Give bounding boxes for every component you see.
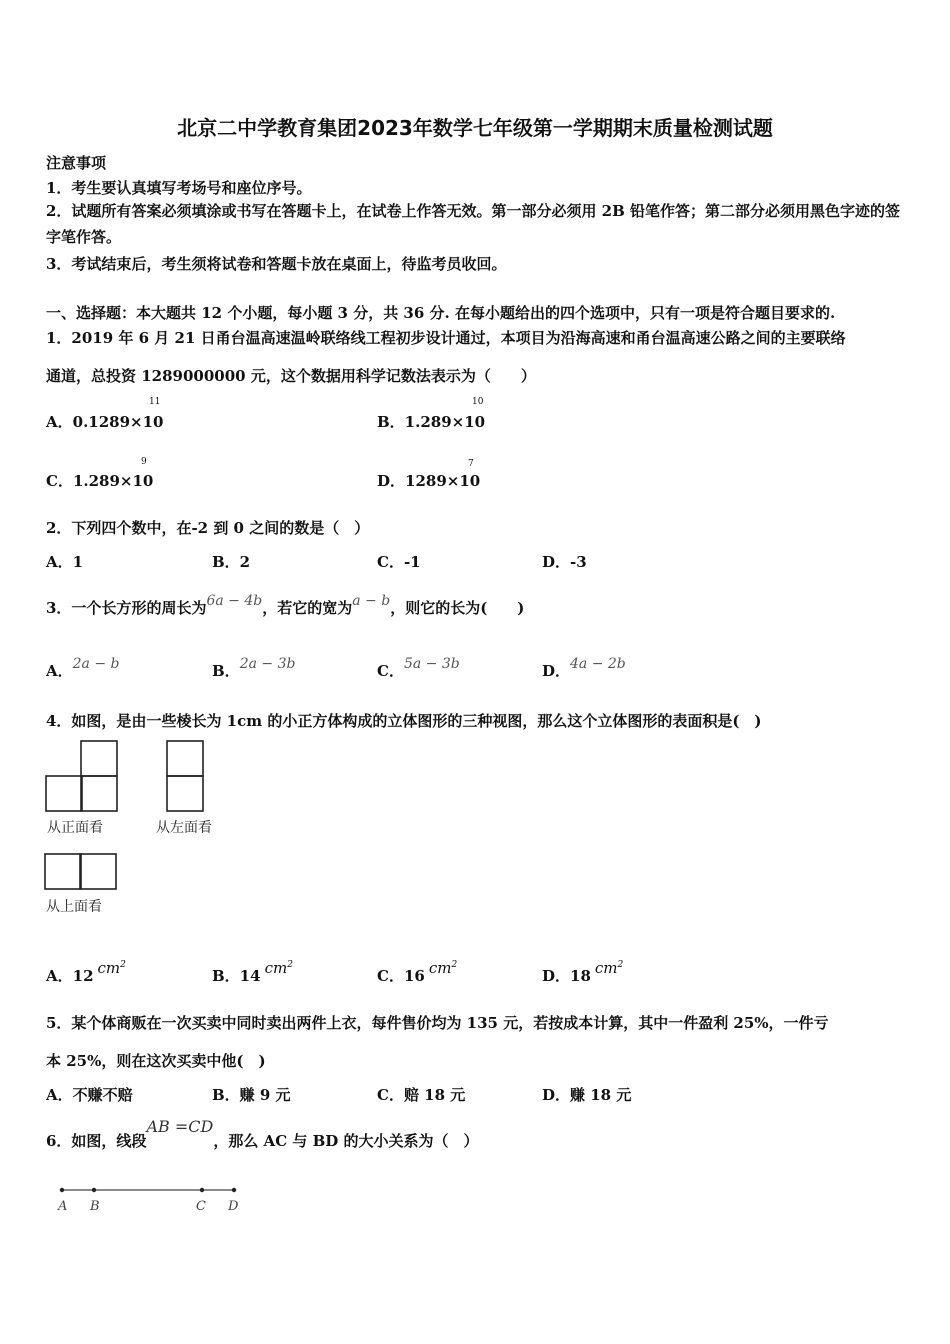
q2-option-b: B．2: [212, 553, 251, 571]
q2-option-c: C．-1: [377, 553, 421, 571]
q5-option-c: C．赔 18 元: [377, 1086, 466, 1104]
q5-option-a: A．不赚不赔: [46, 1086, 133, 1104]
front-view-bottom-left-square: [46, 776, 82, 811]
notice-item: 3．考试结束后，考生须将试卷和答题卡放在桌面上，待监考员收回。: [46, 255, 507, 273]
q4-option-b: B．14 $cm^2$: [212, 959, 293, 985]
q2-option-a: A．1: [46, 553, 84, 571]
q3-stem: [46, 593, 525, 618]
q3-option-a: A．2a − b: [46, 656, 120, 680]
point-b-label: B: [90, 1199, 100, 1214]
top-view-right-square: [80, 854, 116, 889]
top-view-figure: [43, 851, 121, 893]
point-a: [60, 1188, 64, 1192]
q3-width-expression: a − b: [352, 593, 391, 609]
q5-stem-line1: 5．某个体商贩在一次买卖中同时卖出两件上衣，每件售价均为 135 元，若按成本计算，其中一件盈利 25%，一件亏: [46, 1014, 829, 1032]
front-view-caption: 从正面看: [47, 820, 103, 836]
q1-option-c-exponent: 9: [141, 457, 147, 467]
q1-stem-line1: 1．2019 年 6 月 21 日甬台温高速温岭联络线工程初步设计通过，本项目为沿海高速和甬台温高速公路之间的主要联络: [46, 329, 846, 347]
q4-option-d: D．18 $cm^2$: [542, 959, 624, 985]
point-d-label: D: [228, 1199, 239, 1214]
q6-stem: [46, 1117, 479, 1151]
point-c: [200, 1188, 204, 1192]
q5-option-d: D．赚 18 元: [542, 1086, 632, 1104]
q1-option-b: B．1.289×10: [377, 413, 486, 431]
q6-equality-expression: AB =CD: [146, 1117, 214, 1136]
q3-option-b-expression: 2a − 3b: [239, 656, 296, 672]
q6-stem-part1: 6．如图，线段: [46, 1132, 147, 1150]
q1-option-a-exponent: 11: [149, 397, 161, 407]
q5-stem-line2: 本 25%，则在这次买卖中他( ): [46, 1052, 266, 1070]
segment-figure: [50, 1180, 250, 1220]
q3-perimeter-expression: 6a − 4b: [206, 593, 263, 609]
q3-stem-part1: 3．一个长方形的周长为: [46, 599, 207, 617]
notice-item: 2．试题所有答案必须填涂或书写在答题卡上，在试卷上作答无效。第一部分必须用 2B 铅笔作答；第二部分必须用黑色字迹的签字笔作答。: [46, 202, 901, 246]
top-view-caption: 从上面看: [46, 899, 102, 915]
q4-option-d-unit: $cm^2$: [594, 959, 624, 977]
q4-option-a-unit: $cm^2$: [97, 959, 126, 977]
left-view-figure: [164, 738, 208, 816]
q3-option-b: B．2a − 3b: [212, 656, 296, 680]
q1-stem-line2: 通道，总投资 1289000000 元，这个数据用科学记数法表示为（ ）: [46, 367, 536, 385]
top-view-left-square: [45, 854, 81, 889]
left-view-bottom-square: [167, 776, 203, 811]
q4-option-b-unit: $cm^2$: [264, 959, 293, 977]
q2-option-d: D．-3: [542, 553, 587, 571]
q3-option-d: D．4a − 2b: [542, 656, 626, 680]
notice-heading: 注意事项: [46, 154, 107, 172]
q3-option-c: C．5a − 3b: [377, 656, 460, 680]
q1-option-d-exponent: 7: [468, 459, 474, 469]
notice-item: 1．考生要认真填写考场号和座位序号。: [46, 179, 312, 197]
q1-option-c: C．1.289×10: [46, 472, 154, 490]
left-view-top-square: [167, 741, 203, 776]
q4-option-c: C．16 $cm^2$: [377, 959, 458, 985]
q4-option-c-unit: $cm^2$: [428, 959, 458, 977]
q3-option-c-expression: 5a − 3b: [403, 656, 460, 672]
front-view-figure: [44, 738, 124, 816]
front-view-bottom-right-square: [81, 776, 117, 811]
q1-option-d: D．1289×10: [377, 472, 481, 490]
q2-stem: 2．下列四个数中，在-2 到 0 之间的数是（ ）: [46, 519, 370, 537]
q5-option-b: B．赚 9 元: [212, 1086, 291, 1104]
q1-option-b-exponent: 10: [472, 397, 484, 407]
q1-option-a: A．0.1289×10: [46, 413, 164, 431]
point-d: [232, 1188, 236, 1192]
q3-option-a-expression: 2a − b: [72, 656, 120, 672]
q4-option-a: A．12 $cm^2$: [46, 959, 126, 985]
point-a-label: A: [58, 1199, 68, 1214]
point-b: [92, 1188, 96, 1192]
point-c-label: C: [196, 1199, 206, 1214]
q6-stem-part2: ，那么 AC 与 BD 的大小关系为（ ）: [213, 1132, 479, 1150]
q3-option-d-expression: 4a − 2b: [570, 656, 626, 672]
left-view-caption: 从左面看: [156, 820, 212, 836]
q3-stem-part2: ，若它的宽为: [262, 599, 353, 617]
section-heading: 一、选择题：本大题共 12 个小题，每小题 3 分，共 36 分. 在每小题给出的四个选项中，只有一项是符合题目要求的.: [46, 304, 836, 322]
q3-stem-part3: ，则它的长为( ): [390, 599, 525, 617]
page-title: 北京二中学教育集团2023年数学七年级第一学期期末质量检测试题: [177, 116, 773, 140]
front-view-top-square: [81, 741, 117, 776]
q4-stem: 4．如图，是由一些棱长为 1cm 的小正方体构成的立体图形的三种视图，那么这个立体图形的表面积是( ): [46, 712, 762, 730]
